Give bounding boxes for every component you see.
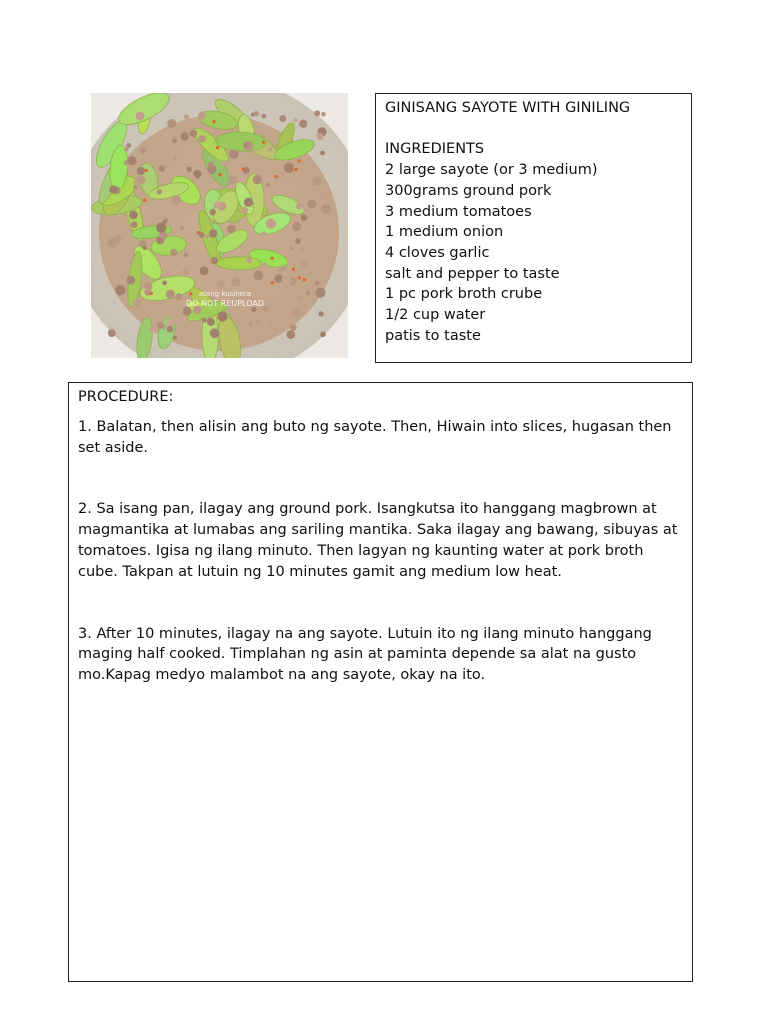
pork-crumb: [241, 207, 248, 214]
pork-crumb: [132, 299, 141, 308]
tomato-bit: [242, 168, 245, 171]
pork-crumb: [320, 151, 325, 156]
pork-crumb: [314, 110, 320, 116]
recipe-title: GINISANG SAYOTE WITH GINILING: [385, 100, 631, 116]
pork-crumb: [205, 235, 209, 239]
title-spacer: [385, 119, 682, 140]
recipe-photo: [91, 93, 348, 358]
pork-crumb: [182, 268, 190, 276]
tomato-bit: [292, 268, 295, 271]
pork-crumb: [318, 311, 323, 316]
pork-crumb: [217, 280, 225, 288]
watermark-line2: DO NOT REUPLOAD: [186, 299, 264, 308]
procedure-step: 3. After 10 minutes, ilagay na ang sayote. Lutuin ito ng ilang minuto hanggang maging half cooked. Timplahan ng asin at paminta depende sa alat na gusto mo.Kapag medyo malambot na ang sayote, okay na ito.: [78, 625, 652, 684]
ingredient-item: salt and pepper to taste: [385, 265, 560, 282]
pork-crumb: [284, 163, 294, 173]
pork-crumb: [320, 332, 326, 338]
pork-crumb: [184, 253, 189, 258]
pork-crumb: [228, 175, 237, 184]
pork-crumb: [190, 130, 197, 137]
pork-crumb: [202, 318, 207, 323]
pork-crumb: [202, 126, 207, 131]
pork-crumb: [277, 172, 285, 180]
pork-crumb: [211, 257, 218, 264]
pork-crumb: [279, 115, 286, 122]
pork-crumb: [243, 143, 247, 147]
pork-crumb: [167, 119, 176, 128]
pork-crumb: [266, 219, 276, 229]
pork-crumb: [166, 290, 175, 299]
ingredients-list: [385, 160, 682, 346]
pork-crumb: [299, 120, 307, 128]
pork-crumb: [157, 323, 163, 329]
pork-crumb: [167, 318, 175, 326]
pork-crumb: [194, 170, 202, 178]
pork-crumb: [262, 231, 267, 236]
tomato-bit: [197, 231, 200, 234]
pork-crumb: [124, 160, 129, 165]
pork-crumb: [297, 295, 303, 301]
pork-crumb: [109, 185, 117, 193]
step-gap: [78, 458, 683, 499]
pork-crumb: [253, 175, 262, 184]
ingredients-heading: INGREDIENTS: [385, 141, 485, 158]
tomato-bit: [298, 276, 301, 279]
pork-crumb: [172, 138, 177, 143]
pork-crumb: [296, 203, 302, 209]
pork-crumb: [262, 114, 267, 119]
pork-crumb: [290, 324, 297, 331]
pork-crumb: [137, 167, 145, 175]
pork-crumb: [248, 322, 253, 327]
ingredient-item: 1 medium onion: [385, 224, 504, 241]
pork-crumb: [115, 285, 125, 295]
pork-crumb: [316, 133, 323, 140]
pork-crumb: [301, 215, 307, 221]
pork-crumb: [127, 156, 136, 165]
pork-crumb: [180, 226, 185, 231]
pork-crumb: [140, 148, 146, 154]
pork-crumb: [183, 307, 192, 316]
pork-crumb: [175, 293, 182, 300]
pork-crumb: [198, 112, 206, 120]
pork-crumb: [227, 225, 236, 234]
pork-crumb: [222, 161, 227, 166]
ingredient-item: 1 pc pork broth crube: [385, 286, 543, 303]
pork-crumb: [142, 245, 147, 250]
sayote-dish-image: [91, 93, 348, 358]
pork-crumb: [136, 112, 145, 121]
pork-crumb: [321, 112, 326, 117]
pork-crumb: [200, 266, 209, 275]
procedure-step: 2. Sa isang pan, ilagay ang ground pork. Isangkutsa ito hanggang magbrown at magmantika at lumabas ang sariling mantika. Saka ilagay ang bawang, sibuyas at tomatoes. Igisa ng ilang minuto. Then lagyan ng kaunting water at pork broth cube. Takpan at lutuin ng 10 minutes gamit ang medium low heat.: [78, 501, 678, 580]
pork-crumb: [157, 189, 162, 194]
ingredient-item: 2 large sayote (or 3 medium): [385, 162, 598, 179]
pork-crumb: [286, 330, 295, 339]
ingredient-item: 300grams ground pork: [385, 182, 552, 199]
pork-crumb: [210, 209, 216, 215]
tomato-bit: [143, 199, 146, 202]
pork-crumb: [274, 275, 282, 283]
tomato-bit: [145, 169, 148, 172]
tomato-bit: [150, 292, 153, 295]
pork-crumb: [210, 328, 220, 338]
pork-crumb: [306, 291, 310, 295]
watermark-line1: ateng kusinera: [198, 290, 252, 298]
pork-crumb: [321, 204, 331, 214]
tomato-bit: [295, 168, 298, 171]
pork-crumb: [211, 273, 217, 279]
pork-crumb: [254, 111, 259, 116]
tomato-bit: [303, 278, 306, 281]
pork-crumb: [268, 147, 273, 152]
pork-crumb: [173, 157, 177, 161]
pork-crumb: [159, 165, 165, 171]
ingredient-item: patis to taste: [385, 327, 481, 344]
pork-crumb: [172, 195, 182, 205]
pork-crumb: [108, 238, 117, 247]
pork-crumb: [312, 177, 322, 187]
pork-crumb: [255, 320, 260, 325]
pork-crumb: [131, 221, 138, 228]
pork-crumb: [307, 199, 316, 208]
pork-crumb: [263, 262, 267, 266]
tomato-bit: [271, 257, 274, 260]
step-gap: [78, 583, 683, 624]
tomato-bit: [275, 175, 278, 178]
pork-crumb: [315, 281, 320, 286]
procedure-heading: PROCEDURE:: [78, 389, 174, 405]
tomato-bit: [271, 281, 274, 284]
pork-crumb: [266, 183, 270, 187]
procedure-step: 1. Balatan, then alisin ang buto ng sayote. Then, Hiwain into slices, hugasan then set aside.: [78, 418, 672, 456]
pork-crumb: [247, 258, 252, 263]
pork-crumb: [300, 247, 305, 252]
pork-crumb: [173, 336, 177, 340]
pork-crumb: [137, 176, 145, 184]
pork-crumb: [207, 318, 215, 326]
tomato-bit: [216, 146, 219, 149]
pork-crumb: [186, 167, 192, 173]
pork-crumb: [268, 321, 272, 325]
pork-crumb: [281, 267, 286, 272]
pork-crumb: [295, 238, 301, 244]
pork-crumb: [292, 222, 301, 231]
pork-crumb: [184, 114, 190, 120]
pork-crumb: [319, 191, 328, 200]
tomato-bit: [262, 141, 265, 144]
procedure-box: [68, 382, 693, 982]
pork-crumb: [149, 327, 155, 333]
pork-crumb: [291, 308, 300, 317]
pork-crumb: [316, 288, 326, 298]
pork-crumb: [198, 135, 206, 143]
pork-crumb: [129, 211, 138, 220]
pork-crumb: [282, 275, 292, 285]
ingredient-item: 4 cloves garlic: [385, 244, 490, 261]
ingredient-item: 1/2 cup water: [385, 307, 486, 324]
pork-crumb: [156, 222, 166, 232]
pork-crumb: [289, 246, 293, 250]
tomato-bit: [218, 173, 221, 176]
pork-crumb: [231, 277, 241, 287]
tomato-bit: [189, 292, 192, 295]
pork-crumb: [181, 132, 189, 140]
pork-crumb: [301, 261, 307, 267]
ingredients-box: [375, 93, 692, 363]
pork-crumb: [217, 312, 227, 322]
pork-crumb: [293, 118, 297, 122]
pork-crumb: [126, 276, 135, 285]
pork-crumb: [214, 202, 221, 209]
pork-crumb: [124, 147, 129, 152]
sayote-slice: [216, 257, 262, 270]
pork-crumb: [244, 198, 253, 207]
pork-crumb: [162, 281, 167, 286]
pork-crumb: [254, 271, 264, 281]
pork-crumb: [170, 249, 177, 256]
pork-crumb: [209, 229, 217, 237]
pork-crumb: [167, 326, 174, 333]
pork-crumb: [144, 282, 153, 291]
pork-crumb: [229, 150, 238, 159]
pork-crumb: [322, 215, 326, 219]
tomato-bit: [212, 120, 215, 123]
pork-crumb: [108, 329, 116, 337]
ingredient-item: 3 medium tomatoes: [385, 203, 532, 220]
tomato-bit: [298, 159, 301, 162]
pork-crumb: [208, 162, 213, 167]
